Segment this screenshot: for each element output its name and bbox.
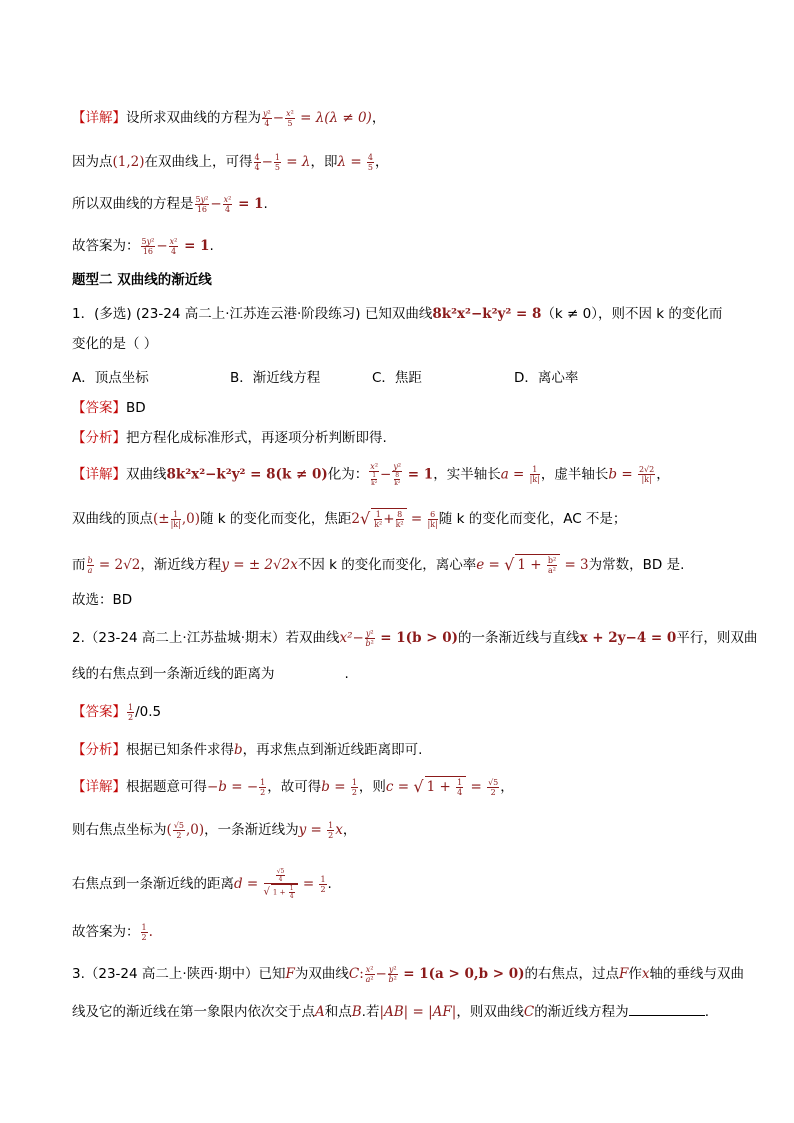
text: ， — [500, 779, 514, 795]
text: ，则不因 k 的变化而 — [597, 306, 723, 322]
detail-tag: 【详解】 — [72, 110, 126, 126]
q2-detail-line2: 则右焦点坐标为( $\frac{√5}{2}$ ,0)，一条渐近线为y = $\frac{1}{2}$ x， — [72, 820, 357, 840]
analysis-tag: 【分析】 — [72, 742, 126, 758]
text: 因为点 — [72, 154, 113, 170]
option-a[interactable]: A．顶点坐标 — [72, 370, 149, 386]
text: 所以双曲线的方程是 — [72, 196, 194, 212]
text: 双曲线的顶点 — [72, 511, 153, 527]
text: 右焦点到一条渐近线的距离 — [72, 876, 234, 892]
math: = 1 — [233, 196, 264, 212]
q2-detail-line1: 【详解】根据题意可得−b = − $\frac{1}{2}$ ，故可得b = $\frac{1}{2}$ ，则c = √ 1 + $\frac{1}{4}$ = $\frac{√5}{2}$ ， — [72, 777, 514, 797]
text: 设所求双曲线的方程为 — [126, 110, 261, 126]
text: ，故可得 — [267, 779, 322, 795]
q1-line1 — [72, 304, 734, 324]
text: ， — [375, 154, 389, 170]
text: ，虚半轴长 — [540, 466, 609, 483]
text: 3.（23-24 高二上·陕西·期中）已知 — [72, 966, 286, 982]
text: 随 k 的变化而变化，AC 不是； — [438, 511, 627, 527]
text: 和点 — [324, 1004, 352, 1020]
q3-line2: 线及它的渐近线在第一象限内依次交于点A和点B.若|AB| = |AF|，则双曲线C的渐近线方程为 . — [72, 1004, 709, 1020]
q2-line2 — [72, 664, 734, 684]
fraction: $\frac{8}{\text{k²}}$ — [395, 509, 404, 529]
math: = 2√2 — [94, 557, 141, 573]
text: （k ≠ 0） — [541, 306, 598, 322]
math: (1,2) — [112, 154, 145, 170]
answer-value: BD — [126, 400, 146, 416]
answer-line: 故答案为： $\frac{\text{5y²}}{16}$ − $\frac{\text{x²}}{4}$ = 1. — [72, 236, 214, 256]
math: |AB| = |AF| — [379, 1004, 457, 1020]
math: = 1 — [179, 238, 210, 254]
text: ，一条渐近线为 — [204, 822, 299, 838]
text: 随 k 的变化而变化，焦距 — [200, 511, 352, 527]
fraction: $\frac{\text{5y²}}{16}$ — [195, 194, 209, 214]
fraction: $\frac{6}{|k|}$ — [427, 509, 438, 529]
fraction: $\frac{√5}{2}$ — [488, 777, 499, 797]
text: 的渐近线方程为 — [534, 1004, 629, 1020]
detail-line-equation-setup: 【详解】设所求双曲线的方程为 $\frac{\text{y²}}{4}$ − $\frac{\text{x²}}{5}$ = λ(λ ≠ 0)， — [72, 108, 386, 128]
math: λ = — [337, 154, 366, 170]
fraction: $\frac{1}{4}$ — [457, 777, 463, 797]
math: = 3 — [560, 557, 589, 573]
fraction: $\frac{1}{2}$ — [260, 777, 266, 797]
fraction: $\frac{\text{x²}}{4}$ — [223, 194, 232, 214]
text: ，实半轴长 — [433, 466, 501, 483]
text: 的右焦点，过点 — [524, 966, 620, 982]
q1-analysis — [72, 428, 734, 448]
fraction: $\frac{1}{2}$ — [128, 702, 134, 722]
q1-detail-line2: 双曲线的顶点(± $\frac{1}{|k|}$ ,0)随 k 的变化而变化，焦距2√ $\frac{1}{\text{k²}}$ + $\frac{8}{\text{k²}}$ = $\frac{6}{|k|}$ 随 k 的变化而变化，AC 不是； — [72, 509, 627, 529]
fraction: $\frac{4}{4}$ — [254, 152, 260, 172]
text: 则右焦点坐标为 — [72, 822, 167, 838]
analysis-tag: 【分析】 — [72, 430, 126, 446]
option-d[interactable]: D．离心率 — [514, 370, 579, 386]
text: .若 — [361, 1004, 380, 1020]
q2-conclusion: 故答案为： $\frac{1}{2}$ . — [72, 922, 153, 942]
math: 8k²x²−k²y² = 8 — [432, 306, 542, 322]
fraction: $\frac{\text{b²}}{\text{a²}}$ — [547, 555, 557, 575]
text: ， — [342, 822, 357, 838]
text: . — [327, 876, 332, 892]
text: . — [344, 666, 349, 682]
fraction: $\frac{\text{x²}}{\frac{1}{\text{k²}}}$ — [370, 462, 379, 487]
text: ，渐近线方程 — [140, 557, 222, 573]
option-c[interactable]: C．焦距 — [372, 370, 422, 386]
text: 故答案为： — [72, 238, 140, 254]
fraction: $\frac{\text{x²}}{5}$ — [286, 108, 294, 128]
text: 根据已知条件求得 — [126, 742, 234, 758]
fraction: $\frac{1}{2}$ — [141, 922, 147, 942]
text: 根据题意可得 — [126, 779, 207, 795]
text: 把方程化成标准形式，再逐项分析判断即得. — [126, 430, 387, 446]
q1-detail-line3: 而 $\frac{b}{a}$ = 2√2，渐近线方程y = ± 2√2x不因 k 的变化而变化，离心率e = √ 1 + $\frac{\text{b²}}{\text{a²}}$ = 3为常数，BD 是. — [72, 555, 685, 575]
answer-tag: 【答案】 — [72, 400, 126, 416]
fraction: $\frac{\text{y²}}{\frac{8}{\text{k²}}}$ — [393, 462, 402, 487]
text: ，则双曲线 — [456, 1004, 524, 1020]
text: 平行，则双曲 — [676, 630, 758, 646]
fraction: $\frac{\text{y²}}{\text{b²}}$ — [365, 628, 374, 648]
detail-line-result: 所以双曲线的方程是 $\frac{\text{5y²}}{16}$ − $\frac{\text{x²}}{4}$ = 1. — [72, 194, 268, 214]
text: 双曲线 — [126, 466, 167, 483]
text: 2.（23-24 高二上·江苏盐城·期末）若双曲线 — [72, 630, 340, 646]
q1-conclusion: 故选：BD — [72, 592, 133, 608]
text: ， — [371, 110, 386, 126]
q1-answer — [72, 398, 734, 418]
math: e = — [476, 557, 505, 573]
section-title: 题型二 双曲线的渐近线 — [72, 272, 212, 288]
fraction: $\frac{1}{2}$ — [328, 820, 334, 840]
math: x + 2y−4 = 0 — [579, 630, 677, 646]
fraction: $\frac{1}{|k|}$ — [529, 465, 540, 484]
math: = 1(a > 0,b > 0) — [398, 966, 525, 982]
fraction: $\frac{b}{a}$ — [87, 555, 93, 575]
math: = λ(λ ≠ 0) — [295, 110, 372, 126]
math: y = ± 2√2x — [221, 557, 298, 573]
fraction: $\frac{\text{y²}}{4}$ — [263, 108, 271, 128]
math: = λ — [282, 154, 311, 170]
text: 不因 k 的变化而变化，离心率 — [297, 557, 477, 573]
math: a = — [500, 466, 529, 483]
fraction: $\frac{\text{y²}}{\text{b²}}$ — [388, 964, 397, 984]
text: . — [263, 196, 268, 212]
text: 化为： — [327, 466, 369, 483]
fraction: $\frac{1}{5}$ — [274, 152, 281, 172]
q3-line1: 3.（23-24 高二上·陕西·期中）已知F为双曲线C: $\frac{\text{x²}}{\text{a²}}$ − $\frac{\text{y²}}{\text{b²}}$ = 1(a > 0,b > 0)的右焦点，过点F作x轴的垂线与双曲 — [72, 964, 745, 984]
text: 故答案为： — [72, 924, 140, 940]
fraction: $\frac{\text{x²}}{\text{a²}}$ — [365, 964, 374, 984]
fraction: $\frac{\text{5y²}}{16}$ — [141, 236, 155, 256]
text: 在双曲线上，可得 — [144, 154, 253, 170]
math: = 1 — [403, 466, 434, 483]
text: 1．(多选) (23-24 高二上·江苏连云港·阶段练习) 已知双曲线 — [72, 306, 433, 322]
math: b = — [608, 466, 637, 483]
text: 线及它的渐近线在第一象限内依次交于点 — [72, 1004, 315, 1020]
text: . — [209, 238, 214, 254]
option-b[interactable]: B．渐近线方程 — [230, 370, 321, 386]
text: 而 — [72, 557, 86, 573]
q2-answer — [72, 702, 734, 722]
text: 为双曲线 — [294, 966, 349, 982]
text: ， — [656, 466, 670, 483]
text: 作 — [628, 966, 642, 982]
fraction: $\frac{√5}{2}$ — [173, 820, 184, 840]
fraction: $\frac{\text{x²}}{4}$ — [169, 236, 178, 256]
q1-line2: 变化的是（ ） — [72, 336, 158, 352]
text: . — [704, 1004, 709, 1020]
detail-line-point: 因为点(1,2)在双曲线上，可得 $\frac{4}{4}$ − $\frac{1}{5}$ = λ，即λ = $\frac{4}{5}$ ， — [72, 152, 389, 172]
fraction: $\frac{1}{2}$ — [351, 777, 357, 797]
q2-detail-line3: 右焦点到一条渐近线的距离d = $\frac{√5}{4}$ √ 1 + $\frac{1}{4}$ = $\frac{1}{2}$ . — [72, 868, 332, 900]
math: = 1(b > 0) — [375, 630, 459, 646]
text: 轴的垂线与双曲 — [649, 966, 745, 982]
fraction: $\frac{1}{\text{k²}}$ — [374, 509, 383, 529]
q2-line1: 2.（23-24 高二上·江苏盐城·期末）若双曲线x²− $\frac{\text{y²}}{\text{b²}}$ = 1(b > 0)的一条渐近线与直线x + 2y−4 = 0平行，则双曲 — [72, 628, 758, 648]
text: ，则 — [358, 779, 386, 795]
math: 8k²x²−k²y² = 8(k ≠ 0) — [166, 466, 328, 483]
fraction: $\frac{1}{|k|}$ — [170, 509, 181, 529]
q2-analysis: 【分析】根据已知条件求得b，再求焦点到渐近线距离即可. — [72, 742, 423, 758]
text: 为常数，BD 是. — [588, 557, 685, 573]
detail-tag: 【详解】 — [72, 466, 126, 483]
text: 线的右焦点到一条渐近线的距离为 — [72, 666, 275, 682]
fraction: $\frac{2√2}{|k|}$ — [638, 465, 655, 484]
answer-tag: 【答案】 — [72, 704, 126, 720]
text: 的一条渐近线与直线 — [458, 630, 580, 646]
answer-blank[interactable] — [629, 1003, 705, 1016]
text: ，再求焦点到渐近线距离即可. — [242, 742, 423, 758]
fraction: $\frac{4}{5}$ — [367, 152, 374, 172]
answer-value: /0.5 — [135, 704, 162, 720]
fraction: $\frac{√5}{4}$ √ 1 + $\frac{1}{4}$ — [264, 868, 298, 900]
text: ，即 — [310, 154, 338, 170]
detail-tag: 【详解】 — [72, 779, 126, 795]
q1-detail-line1: 【详解】双曲线8k²x²−k²y² = 8(k ≠ 0)化为： $\frac{\text{x²}}{\frac{1}{\text{k²}}}$ − $\frac{\text{y²}}{\frac{8}{\text{k²}}}$ = 1，实半轴长a = $\frac{1}{|k|}$ ，虚半轴长b = $\frac{2√2}{|k|}$ ， — [72, 462, 670, 487]
fraction: $\frac{1}{2}$ — [320, 874, 326, 894]
